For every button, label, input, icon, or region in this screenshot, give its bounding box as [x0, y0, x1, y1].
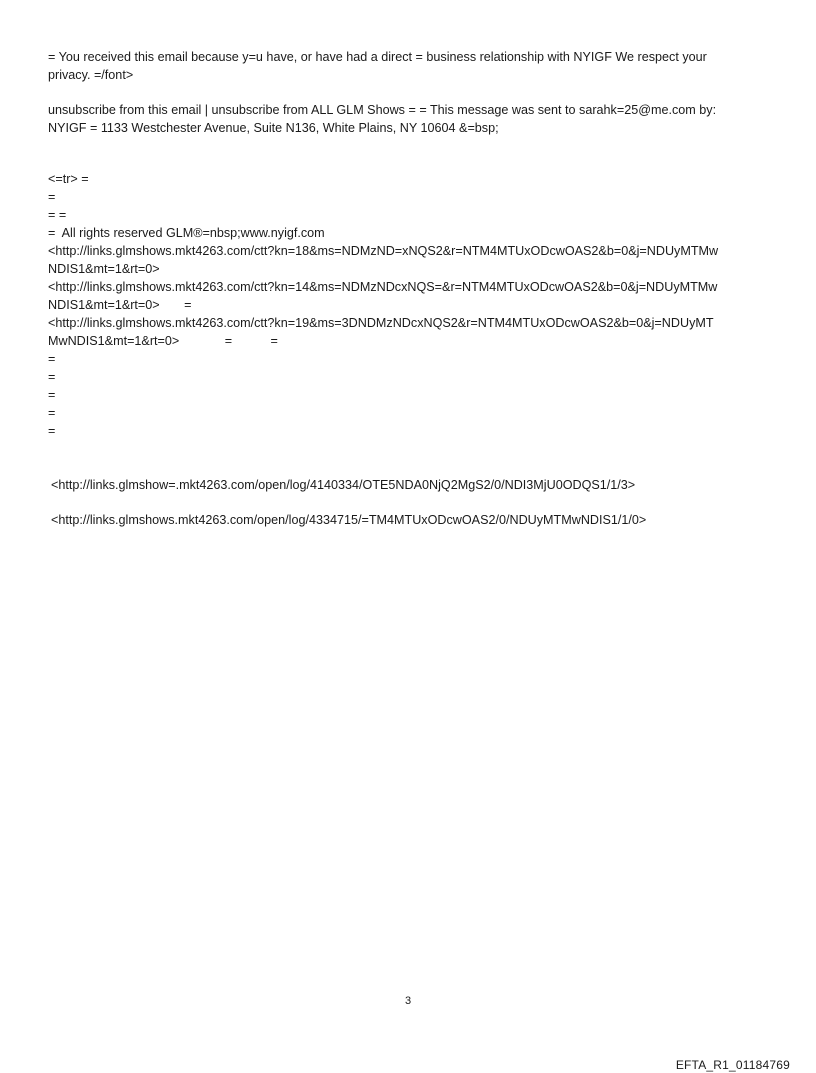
paragraph-unsubscribe — [48, 101, 778, 137]
link-line: NDIS1&mt=1&rt=0> — [48, 262, 160, 276]
paragraph-relationship-notice — [48, 48, 778, 84]
text-line: = — [48, 370, 56, 384]
link-line: <http://links.glmshows.mkt4263.com/open/log/4334715/=TM4MTUxODcwOAS2/0/NDUyMTMwNDIS1/1/0> — [51, 513, 647, 527]
tracking-link-1 — [48, 476, 778, 494]
copyright-line: = All rights reserved GLM®=nbsp;www.nyigf.com — [48, 226, 325, 240]
text-line: = — [48, 424, 56, 438]
link-line: NDIS1&mt=1&rt=0> = — [48, 298, 192, 312]
link-line: <http://links.glmshows.mkt4263.com/ctt?kn=14&ms=NDMzNDcxNQS=&r=NTM4MTUxODcwOAS2&b=0&j=NDUyMTMw — [48, 280, 718, 294]
text-line: unsubscribe from this email | unsubscribe from ALL GLM Shows = = This message was sent to sarahk=25@me.com by: — [48, 103, 717, 117]
text-line: = — [48, 190, 56, 204]
link-line: <http://links.glmshows.mkt4263.com/ctt?kn=19&ms=3DNDMzNDcxNQS2&r=NTM4MTUxODcwOAS2&b=0&j=NDUyMT — [48, 316, 714, 330]
page-number: 3 — [404, 995, 412, 1007]
link-line: <http://links.glmshows.mkt4263.com/ctt?kn=18&ms=NDMzND=xNQS2&r=NTM4MTUxODcwOAS2&b=0&j=NDUyMTMw — [48, 244, 719, 258]
paragraph-footer-links — [48, 170, 778, 440]
bates-number: EFTA_R1_01184769 — [675, 1058, 790, 1072]
tracking-link-2 — [48, 511, 778, 529]
text-line: = — [48, 388, 56, 402]
link-line: <http://links.glmshow=.mkt4263.com/open/log/4140334/OTE5NDA0NjQ2MgS2/0/NDI3MjU0ODQS1/1/3> — [51, 478, 636, 492]
text-line: = — [48, 352, 56, 366]
text-line: = = — [48, 208, 67, 222]
text-line: = You received this email because y=u have, or have had a direct = business relationship with NYIGF We respect your — [48, 50, 707, 64]
email-body — [48, 48, 778, 546]
text-line: privacy. =/font> — [48, 68, 134, 82]
text-line: NYIGF = 1133 Westchester Avenue, Suite N136, White Plains, NY 10604 &=bsp; — [48, 121, 499, 135]
text-line: = — [48, 406, 56, 420]
text-line: <=tr> = — [48, 172, 89, 186]
link-line: MwNDIS1&mt=1&rt=0> = = — [48, 334, 278, 348]
